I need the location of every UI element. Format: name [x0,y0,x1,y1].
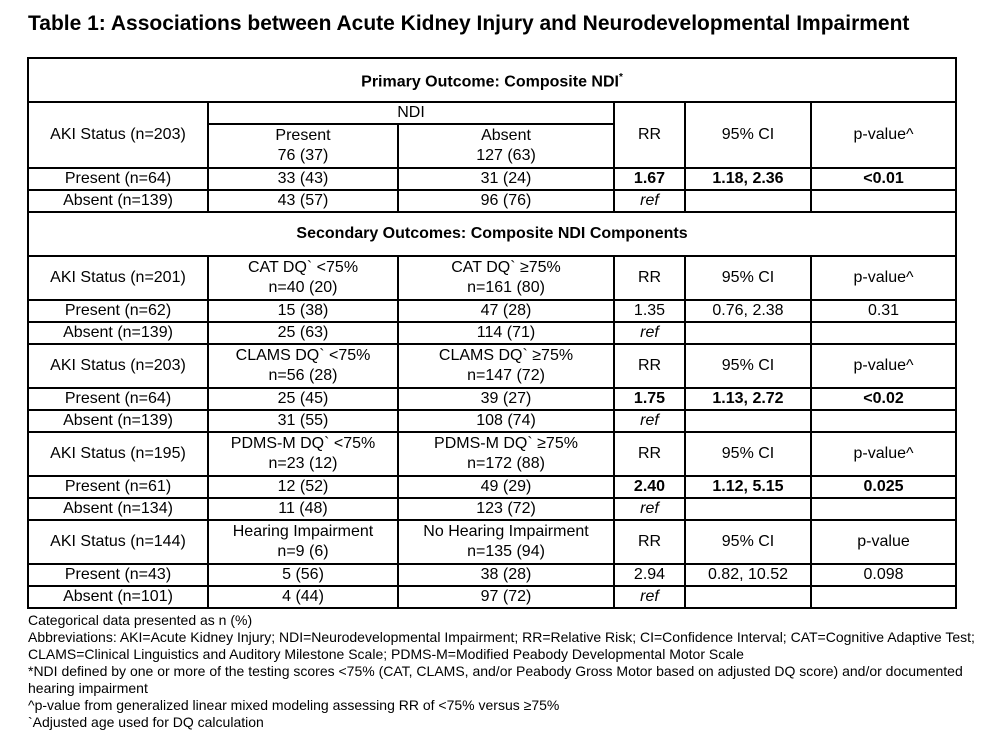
ci-header: 95% CI [685,256,811,300]
p-cell [811,322,956,344]
ci-cell: 1.12, 5.15 [685,476,811,498]
cell: 39 (27) [398,388,614,410]
rr-header: RR [614,344,685,388]
table-row [28,564,956,586]
col2-header [398,520,614,564]
col1-header [208,344,398,388]
col1-header [208,256,398,300]
ci-cell [685,190,811,212]
p-cell: 0.31 [811,300,956,322]
table-row [28,322,956,344]
col1-name: CLAMS DQ` <75% [235,347,371,364]
status-label: AKI Status (n=144) [28,520,208,564]
col2-header [398,344,614,388]
cell: 96 (76) [398,190,614,212]
col1-name: PDMS-M DQ` <75% [230,435,376,452]
p-cell [811,410,956,432]
cell: 108 (74) [398,410,614,432]
table-row [28,168,956,190]
p-cell: <0.01 [811,168,956,190]
table-row [28,410,956,432]
col1-n: 76 (37) [277,147,329,164]
row-label: Absent (n=101) [28,586,208,608]
rr-header: RR [614,432,685,476]
primary-header-sup: * [618,71,623,83]
primary-section-header-row [28,58,956,102]
rr-cell: ref [614,190,685,212]
col2-n: n=161 (80) [467,279,545,296]
col1-name: CAT DQ` <75% [247,259,359,276]
cell: 47 (28) [398,300,614,322]
table-row [28,586,956,608]
row-label: Absent (n=139) [28,322,208,344]
ci-cell: 1.13, 2.72 [685,388,811,410]
col2-header [398,124,614,168]
p-header: p-value^ [811,344,956,388]
secondary-section-header-row [28,212,956,256]
rr-header: RR [614,256,685,300]
col1-n: n=9 (6) [277,543,329,560]
pdms-header-row [28,432,956,476]
p-header: p-value [811,520,956,564]
rr-header: RR [614,102,685,168]
cell: 38 (28) [398,564,614,586]
ci-cell [685,322,811,344]
table-title: Table 1: Associations between Acute Kidney Injury and Neurodevelopmental Impairment [28,12,910,35]
cell: 11 (48) [208,498,398,520]
table-row [28,190,956,212]
p-cell [811,190,956,212]
col1-n: n=40 (20) [268,279,338,296]
cell: 33 (43) [208,168,398,190]
cell: 12 (52) [208,476,398,498]
rr-cell: ref [614,410,685,432]
table-footnotes [28,612,978,731]
ci-header: 95% CI [685,432,811,476]
row-label: Present (n=64) [28,388,208,410]
cell: 15 (38) [208,300,398,322]
col2-n: n=147 (72) [467,367,545,384]
cell: 4 (44) [208,586,398,608]
row-label: Absent (n=139) [28,410,208,432]
rr-cell: ref [614,586,685,608]
col2-name: CAT DQ` ≥75% [451,259,561,276]
ndi-group-label: NDI [208,102,614,124]
ci-cell [685,410,811,432]
col2-name: Absent [481,127,531,144]
primary-header-text: Primary Outcome: Composite NDI [361,73,619,91]
col1-header [208,124,398,168]
status-label: AKI Status (n=201) [28,256,208,300]
cell: 25 (63) [208,322,398,344]
p-cell [811,586,956,608]
results-table [27,57,957,609]
col1-n: n=56 (28) [268,367,338,384]
secondary-section-header: Secondary Outcomes: Composite NDI Components [28,212,956,256]
rr-cell: ref [614,498,685,520]
col2-name: No Hearing Impairment [423,523,589,540]
footnote-p-value: ^p-value from generalized linear mixed modeling assessing RR of <75% versus ≥75% [28,697,560,713]
cell: 97 (72) [398,586,614,608]
cell: 31 (55) [208,410,398,432]
ci-cell [685,586,811,608]
cell: 123 (72) [398,498,614,520]
cell: 43 (57) [208,190,398,212]
primary-section-header [28,58,956,102]
footnote-abbreviations: Abbreviations: AKI=Acute Kidney Injury; NDI=Neurodevelopmental Impairment; RR=Relative Risk; CI=Confidence Interval; CAT=Cognitive Adaptive Test; CLAMS=Clinical Linguistics and Auditory Milestone Scale; PDMS-M=Modified Peabody Developmental Motor Scale [28,629,975,662]
rr-cell: 2.94 [614,564,685,586]
cell: 25 (45) [208,388,398,410]
col1-name: Hearing Impairment [232,523,374,540]
col2-n: n=172 (88) [467,455,545,472]
rr-cell: 1.35 [614,300,685,322]
rr-cell: 1.67 [614,168,685,190]
p-cell: <0.02 [811,388,956,410]
ci-header: 95% CI [685,520,811,564]
cell: 5 (56) [208,564,398,586]
col2-n: n=135 (94) [467,543,545,560]
ci-header: 95% CI [685,102,811,168]
p-header: p-value^ [811,256,956,300]
p-cell [811,498,956,520]
rr-cell: 2.40 [614,476,685,498]
status-label: AKI Status (n=195) [28,432,208,476]
col2-header [398,256,614,300]
ci-cell: 1.18, 2.36 [685,168,811,190]
footnote-ndi-definition: *NDI defined by one or more of the testing scores <75% (CAT, CLAMS, and/or Peabody Gross Motor based on adjusted DQ score) and/or documented hearing impairment [28,663,963,696]
ci-cell [685,498,811,520]
col1-n: n=23 (12) [268,455,338,472]
rr-cell: 1.75 [614,388,685,410]
footnote-categorical: Categorical data presented as n (%) [28,612,253,628]
row-label: Present (n=43) [28,564,208,586]
col2-header [398,432,614,476]
cell: 31 (24) [398,168,614,190]
row-label: Present (n=64) [28,168,208,190]
col1-header [208,520,398,564]
row-label: Absent (n=134) [28,498,208,520]
row-label: Present (n=62) [28,300,208,322]
col1-name: Present [275,127,331,144]
primary-group-row [28,102,956,124]
rr-cell: ref [614,322,685,344]
p-cell: 0.098 [811,564,956,586]
table-row [28,300,956,322]
ci-cell: 0.76, 2.38 [685,300,811,322]
cell: 114 (71) [398,322,614,344]
p-header: p-value^ [811,102,956,168]
status-label: AKI Status (n=203) [28,344,208,388]
col2-name: CLAMS DQ` ≥75% [438,347,574,364]
primary-status-label: AKI Status (n=203) [28,102,208,168]
col1-header [208,432,398,476]
hearing-header-row [28,520,956,564]
cell: 49 (29) [398,476,614,498]
row-label: Present (n=61) [28,476,208,498]
clams-header-row [28,344,956,388]
p-header: p-value^ [811,432,956,476]
row-label: Absent (n=139) [28,190,208,212]
table-row [28,388,956,410]
p-cell: 0.025 [811,476,956,498]
table-row [28,498,956,520]
ci-header: 95% CI [685,344,811,388]
rr-header: RR [614,520,685,564]
ci-cell: 0.82, 10.52 [685,564,811,586]
col2-n: 127 (63) [476,147,536,164]
cat-header-row [28,256,956,300]
table-row [28,476,956,498]
col2-name: PDMS-M DQ` ≥75% [434,435,578,452]
footnote-adjusted-age: `Adjusted age used for DQ calculation [28,714,264,730]
